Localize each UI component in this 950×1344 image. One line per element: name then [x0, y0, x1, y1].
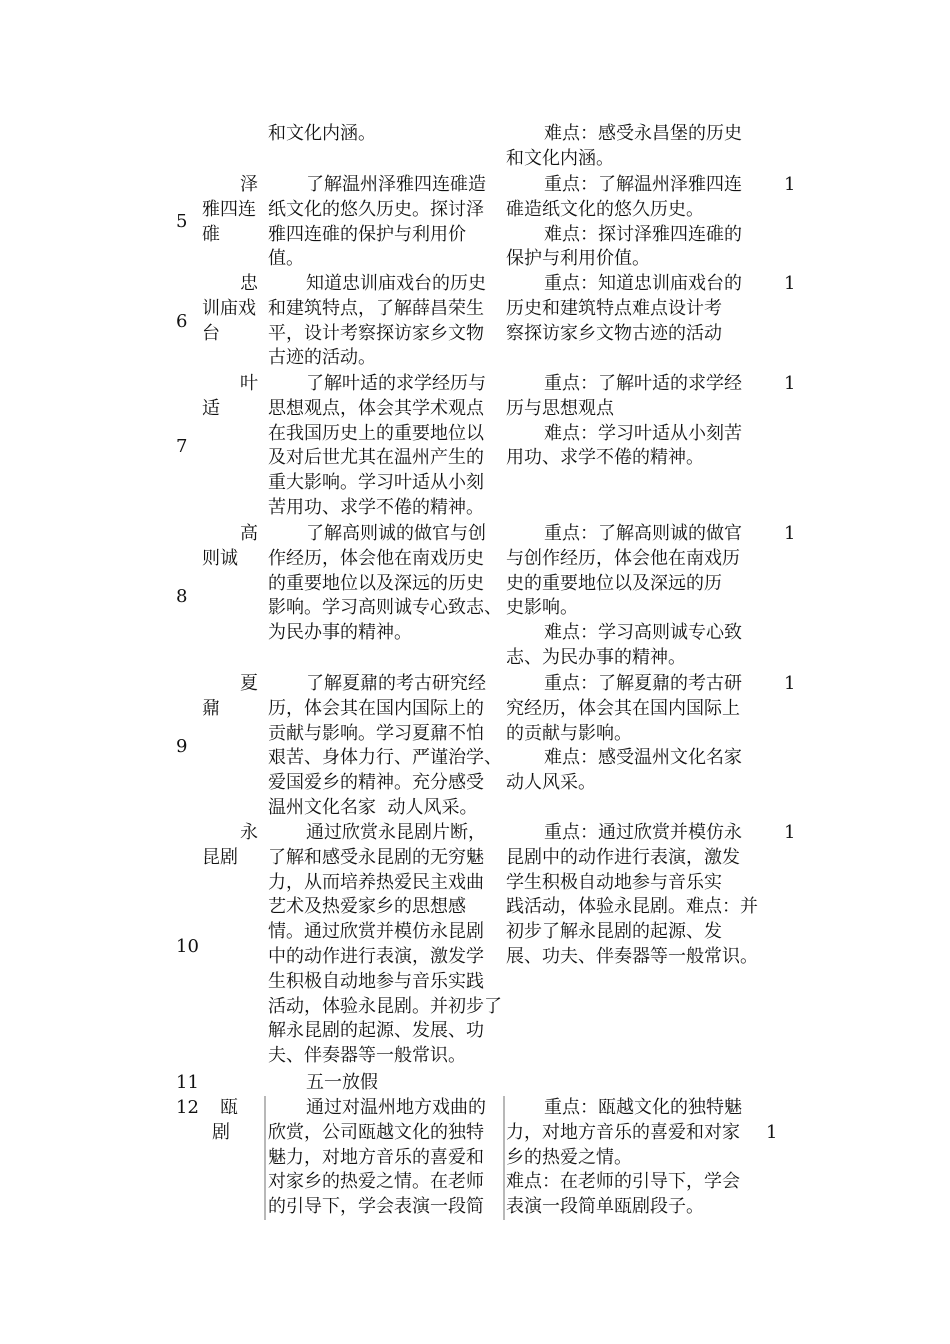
key-cell [506, 372, 754, 471]
key-line: 历史和建筑特点难点设计考 [506, 297, 722, 319]
hours-cell: 1 [784, 822, 796, 843]
topic-line: 适 [202, 397, 220, 419]
key-line: 难点：探讨泽雅四连碓的 [544, 223, 742, 245]
goal-cell [268, 672, 504, 821]
key-line: 历与思想观点 [506, 397, 614, 419]
goal-line: 了解温州泽雅四连碓造 [306, 174, 486, 195]
goal-cell [268, 173, 504, 272]
key-cell [506, 122, 754, 172]
goal-line: 苦用功、求学不倦的精神。 [268, 496, 484, 518]
goal-line: 爱国爱乡的精神。充分感受 [268, 772, 484, 794]
goal-line: 了解叶适的求学经历与 [306, 373, 486, 394]
topic-cell [200, 672, 262, 722]
key-line: 重点：了解叶适的求学经 [544, 373, 742, 394]
key-line: 难点：感受温州文化名家 [544, 747, 742, 769]
goal-line: 雅四连碓的保护与利用价 [268, 223, 466, 245]
goal-line: 了解夏鼐的考古研究经 [306, 673, 486, 694]
goal-cell [268, 372, 504, 521]
goal-line: 知道忠训庙戏台的历史 [306, 273, 486, 294]
goal-line: 中的动作进行表演，激发学 [268, 945, 484, 967]
key-cell [506, 522, 754, 671]
key-line: 究经历，体会其在国内国际上 [506, 697, 740, 719]
goal-line: 对家乡的热爱之情。在老师 [268, 1171, 484, 1193]
key-line: 与创作经历，体会他在南戏历 [506, 547, 740, 569]
goal-line: 艺术及热爱家乡的思想感 [268, 896, 466, 918]
column-divider [503, 1096, 505, 1220]
column-divider [264, 1096, 266, 1220]
key-line: 重点：了解温州泽雅四连 [544, 174, 742, 195]
week-number: 9 [176, 736, 188, 757]
goal-line: 的引导下，学会表演一段简 [268, 1196, 484, 1218]
topic-cell [200, 1096, 262, 1146]
week-number: 5 [176, 211, 188, 232]
goal-line: 值。 [268, 248, 304, 270]
holiday-note: 五一放假 [306, 1072, 378, 1093]
topic-line: 碓 [202, 223, 220, 245]
topic-cell [200, 522, 262, 572]
topic-line: 昆剧 [202, 846, 238, 868]
goal-cell [268, 272, 504, 371]
key-line: 用功、求学不倦的精神。 [506, 447, 704, 469]
key-cell [506, 272, 754, 346]
topic-line: 雅四连 [202, 198, 256, 220]
goal-line: 影响。学习高则诚专心致志、 [268, 597, 502, 619]
topic-line: 高 [240, 523, 258, 544]
goal-cell [268, 821, 504, 1069]
key-cell [506, 1096, 754, 1220]
key-line: 动人风采。 [506, 772, 596, 794]
goal-line: 作经历，体会他在南戏历史 [268, 547, 484, 569]
topic-cell [200, 272, 262, 346]
topic-line: 忠 [240, 273, 258, 294]
goal-cell [268, 522, 504, 646]
goal-line: 纸文化的悠久历史。探讨泽 [268, 198, 484, 220]
key-line: 表演一段简单瓯剧段子。 [506, 1196, 704, 1218]
hours-cell: 1 [784, 174, 796, 195]
hours-cell: 1 [784, 673, 796, 694]
key-line: 重点：瓯越文化的独特魅 [544, 1097, 742, 1118]
goal-line: 温州文化名家 动人风采。 [268, 796, 478, 818]
goal-line: 通过欣赏永昆剧片断， [306, 822, 486, 843]
goal-line: 解永昆剧的起源、发展、功 [268, 1020, 484, 1042]
goal-line: 为民办事的精神。 [268, 622, 412, 644]
goal-line: 了解高则诚的做官与创 [306, 523, 486, 544]
goal-line: 和建筑特点，了解薛昌荣生 [268, 297, 484, 319]
topic-line: 泽 [240, 174, 258, 195]
goal-line: 力，从而培养热爱民主戏曲 [268, 871, 484, 893]
week-number: 11 [176, 1072, 199, 1093]
key-cell [506, 672, 754, 796]
key-line: 重点：通过欣赏并模仿永 [544, 822, 742, 843]
key-line: 保护与利用价值。 [506, 248, 650, 270]
topic-line: 台 [202, 322, 220, 344]
topic-line: 叶 [240, 373, 258, 394]
key-line: 难点：在老师的引导下，学会 [506, 1171, 740, 1193]
key-line: 史的重要地位以及深远的历 [506, 572, 722, 594]
topic-line: 训庙戏 [202, 297, 256, 319]
key-line: 和文化内涵。 [506, 147, 614, 169]
goal-line: 通过对温州地方戏曲的 [306, 1097, 486, 1118]
key-line: 察探访家乡文物古迹的活动 [506, 322, 722, 344]
goal-line: 魅力，对地方音乐的喜爱和 [268, 1146, 484, 1168]
key-line: 初步了解永昆剧的起源、发 [506, 921, 722, 943]
key-line: 展、功夫、伴奏器等一般常识。 [506, 945, 758, 967]
key-line: 史影响。 [506, 597, 578, 619]
goal-line: 历，体会其在国内国际上的 [268, 697, 484, 719]
goal-line: 活动，体验永昆剧。并初步了 [268, 995, 502, 1017]
hours-cell: 1 [784, 523, 796, 544]
goal-line: 贡献与影响。学习夏鼐不怕 [268, 722, 484, 744]
week-number: 12 [176, 1097, 199, 1118]
goal-line: 和文化内涵。 [268, 123, 376, 144]
goal-line: 情。通过欣赏并模仿永昆剧 [268, 921, 484, 943]
key-line: 重点：了解高则诚的做官 [544, 523, 742, 544]
goal-line: 古迹的活动。 [268, 347, 376, 369]
key-line: 难点：学习高则诚专心致 [544, 622, 742, 644]
week-number: 8 [176, 586, 188, 607]
topic-cell [200, 821, 262, 871]
key-cell [506, 173, 754, 272]
goal-line: 平，设计考察探访家乡文物 [268, 322, 484, 344]
week-number: 6 [176, 311, 188, 332]
week-number: 10 [176, 936, 199, 957]
week-number: 7 [176, 436, 188, 457]
hours-cell: 1 [784, 273, 796, 294]
goal-line: 欣赏，公司瓯越文化的独特 [268, 1121, 484, 1143]
key-line: 的贡献与影响。 [506, 722, 632, 744]
key-line: 重点：知道忠训庙戏台的 [544, 273, 742, 294]
key-cell [506, 821, 758, 970]
key-line: 碓造纸文化的悠久历史。 [506, 198, 704, 220]
topic-line: 瓯 [220, 1097, 238, 1118]
key-line: 志、为民办事的精神。 [506, 646, 686, 668]
key-line: 昆剧中的动作进行表演，激发 [506, 846, 740, 868]
key-line: 学生积极自动地参与音乐实 [506, 871, 722, 893]
goal-line: 艰苦、身体力行、严谨治学、 [268, 747, 502, 769]
goal-line: 在我国历史上的重要地位以 [268, 422, 484, 444]
goal-cell [268, 122, 504, 147]
goal-line: 重大影响。学习叶适从小刻 [268, 472, 484, 494]
topic-line: 则诚 [202, 547, 238, 569]
topic-line: 永 [240, 822, 258, 843]
key-line: 重点：了解夏鼐的考古研 [544, 673, 742, 694]
key-line: 难点：学习叶适从小刻苦 [544, 422, 742, 444]
topic-cell [200, 173, 262, 247]
key-line: 力，对地方音乐的喜爱和对家 [506, 1121, 740, 1143]
goal-line: 生积极自动地参与音乐实践 [268, 970, 484, 992]
key-line: 难点：感受永昌堡的历史 [544, 123, 742, 144]
goal-line: 了解和感受永昆剧的无穷魅 [268, 846, 484, 868]
hours-cell: 1 [784, 373, 796, 394]
topic-line: 剧 [212, 1121, 230, 1143]
topic-line: 夏 [240, 673, 258, 694]
goal-line: 夫、伴奏器等一般常识。 [268, 1045, 466, 1067]
goal-cell [268, 1096, 504, 1220]
goal-line: 思想观点，体会其学术观点 [268, 397, 484, 419]
hours-cell: 1 [766, 1122, 778, 1143]
key-line: 乡的热爱之情。 [506, 1146, 632, 1168]
goal-line: 及对后世尤其在温州产生的 [268, 447, 484, 469]
topic-line: 鼐 [202, 697, 220, 719]
key-line: 践活动，体验永昆剧。难点：并 [506, 896, 758, 918]
goal-line: 的重要地位以及深远的历史 [268, 572, 484, 594]
topic-cell [200, 372, 262, 422]
